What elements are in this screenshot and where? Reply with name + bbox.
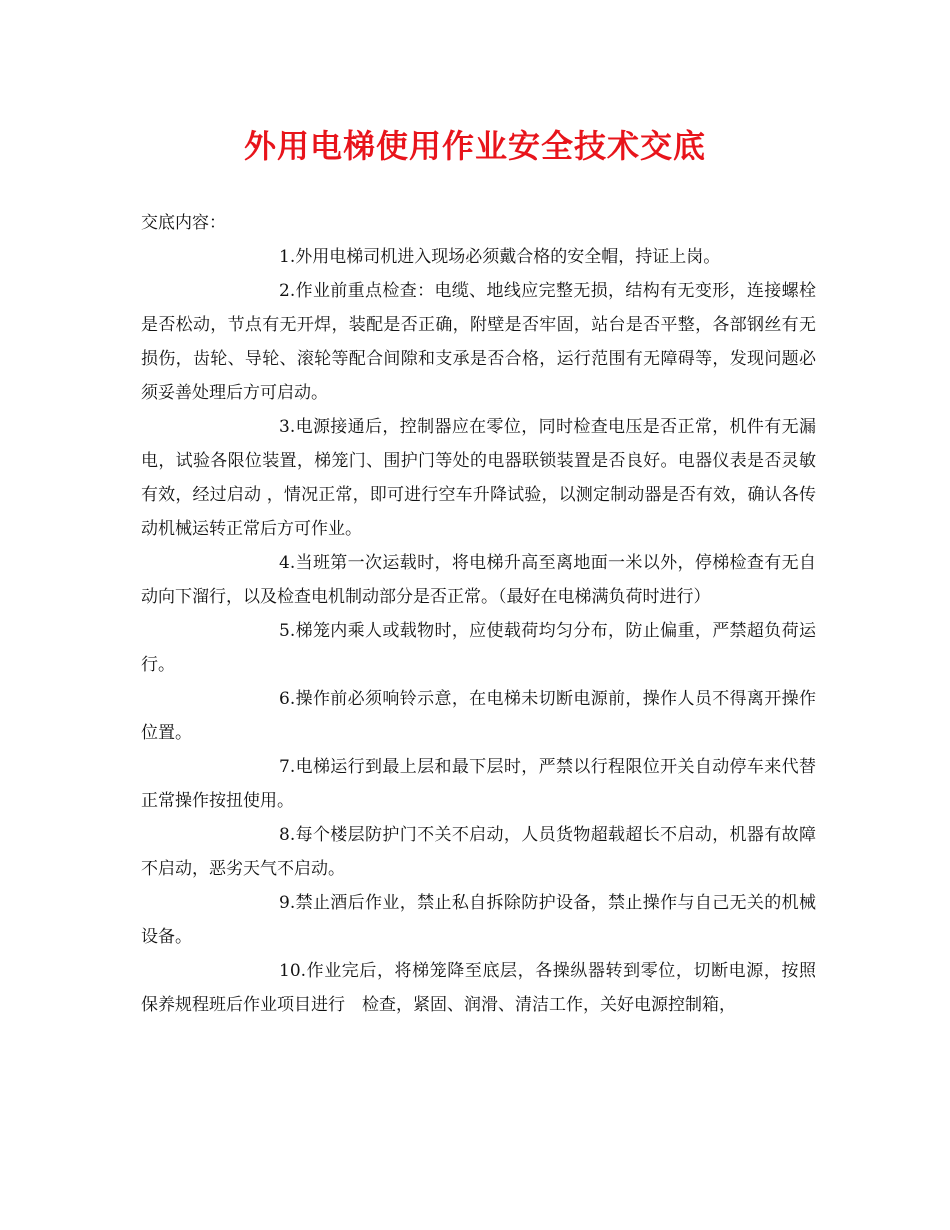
paragraph-6: 6.操作前必须响铃示意，在电梯未切断电源前，操作人员不得离开操作位置。 — [141, 689, 816, 743]
paragraph-7: 7.电梯运行到最上层和最下层时，严禁以行程限位开关自动停车来代替正常操作按扭使用。 — [141, 757, 816, 811]
paragraph-1: 1.外用电梯司机进入现场必须戴合格的安全帽，持证上岗。 — [279, 247, 721, 267]
paragraph-5: 5.梯笼内乘人或载物时，应使载荷均匀分布，防止偏重，严禁超负荷运行。 — [141, 621, 816, 675]
document-body — [141, 206, 816, 1022]
paragraph-9: 9.禁止酒后作业，禁止私自拆除防护设备，禁止操作与自己无关的机械设备。 — [141, 893, 816, 947]
section-label: 交底内容： — [141, 213, 226, 233]
paragraph-3: 3.电源接通后，控制器应在零位，同时检查电压是否正常，机件有无漏电，试验各限位装置，梯笼门、围护门等处的电器联锁装置是否良好。电器仪表是否灵敏有效，经过启动 ，情况正常，即可进行空车升降试验，以测定制动器是否有效，确认各传动机械运转正常后方可作业。 — [141, 417, 816, 539]
paragraph-8: 8.每个楼层防护门不关不启动，人员货物超载超长不启动，机器有故障不启动，恶劣天气不启动。 — [141, 825, 816, 879]
paragraph-10: 10.作业完后，将梯笼降至底层，各操纵器转到零位，切断电源，按照保养规程班后作业项目进行 检查，紧固、润滑、清洁工作，关好电源控制箱， — [141, 961, 816, 1015]
paragraph-2: 2.作业前重点检查：电缆、地线应完整无损，结构有无变形，连接螺栓是否松动，节点有无开焊，装配是否正确，附壁是否牢固，站台是否平整，各部钢丝有无损伤，齿轮、导轮、滚轮等配合间隙和支承是否合格，运行范围有无障碍等，发现问题必须妥善处理后方可启动。 — [141, 281, 816, 403]
paragraph-4: 4.当班第一次运载时，将电梯升高至离地面一米以外，停梯检查有无自动向下溜行，以及检查电机制动部分是否正常。（最好在电梯满负荷时进行） — [141, 553, 816, 607]
document-title: 外用电梯使用作业安全技术交底 — [243, 127, 706, 165]
